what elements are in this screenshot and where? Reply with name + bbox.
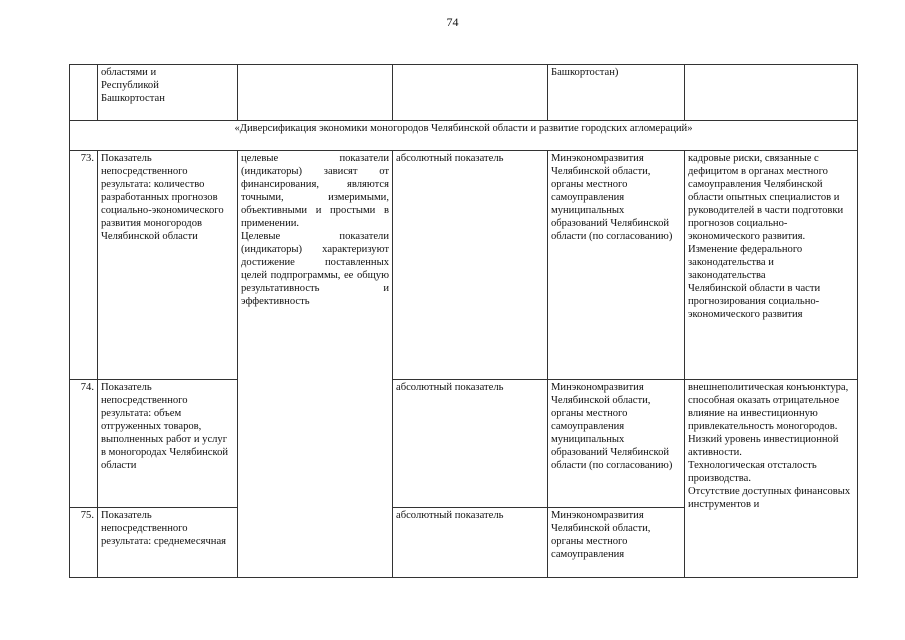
row-number: 74.: [70, 380, 98, 508]
goals-cell: [238, 65, 393, 121]
section-row: [70, 121, 858, 151]
responsible-text: Башкортостан): [551, 67, 619, 78]
risks-cell: [685, 65, 858, 121]
section-title: «Диверсификация экономики моногородов Челябинской области и развитие городских агломераций»: [70, 121, 858, 151]
responsible-text: Минэкономразвития Челябинской области, органы местного самоуправления муниципальных образований Челябинской области (по согласованию): [551, 153, 673, 242]
row-number: 73.: [70, 151, 98, 380]
indicator-cell: [98, 65, 238, 121]
table-row: [70, 65, 858, 121]
indicator-text: Показатель непосредственного результата: объем отгруженных товаров, выполненных работ и услуг в моногородах Челябинской области: [101, 382, 229, 471]
indicators-table: [69, 64, 858, 578]
responsible-cell: [548, 508, 685, 578]
type-cell: абсолютный показатель: [393, 508, 548, 578]
responsible-cell: [548, 151, 685, 380]
page-number: 74: [446, 15, 459, 29]
type-cell: [393, 65, 548, 121]
indicator-text: областями и Республикой Башкортостан: [101, 67, 165, 104]
indicator-cell: [98, 380, 238, 508]
responsible-cell: [548, 380, 685, 508]
risks-text: внешнеполитическая конъюнктура, способная оказать отрицательное влияние на инвестиционную привлекательность моногородов. Низкий уровень инвестиционной активности. Технологическая отсталость производства. Отсутствие доступных финансовых инструментов и: [688, 382, 851, 510]
risks-text: кадровые риски, связанные с дефицитом в органах местного самоуправления Челябинской области опытных специалистов и руководителей в части подготовки прогнозов социально-экономического развития. Изменение федерального законодательства и законодательства Челябинской области в части прогнозирования социально-экономического развития: [688, 153, 844, 320]
indicator-text: Показатель непосредственного результата: среднемесячная: [101, 510, 227, 547]
goals-text: целевые показатели (индикаторы) зависят от финансирования, являются точными, измеримыми, объективными и простыми в применении. Целевые показатели (индикаторы) характеризуют достижение поставленных целей подпрограммы, ее общую результативность и эффективность: [241, 153, 389, 307]
indicator-cell: [98, 508, 238, 578]
table-row: [70, 380, 858, 508]
responsible-text: Минэкономразвития Челябинской области, органы местного самоуправления муниципальных образований Челябинской области (по согласованию): [551, 382, 673, 471]
table-row: [70, 151, 858, 380]
num-cell: [70, 65, 98, 121]
type-cell: абсолютный показатель: [393, 380, 548, 508]
risks-cell: [685, 151, 858, 380]
row-number: 75.: [70, 508, 98, 578]
type-cell: абсолютный показатель: [393, 151, 548, 380]
goals-cell: [238, 151, 393, 578]
risks-cell: [685, 380, 858, 578]
responsible-text: Минэкономразвития Челябинской области, органы местного самоуправления: [551, 510, 651, 560]
indicator-text: Показатель непосредственного результата: количество разработанных прогнозов социально-экономического развития моногородов Челябинской области: [101, 153, 224, 242]
responsible-cell: [548, 65, 685, 121]
indicator-cell: [98, 151, 238, 380]
